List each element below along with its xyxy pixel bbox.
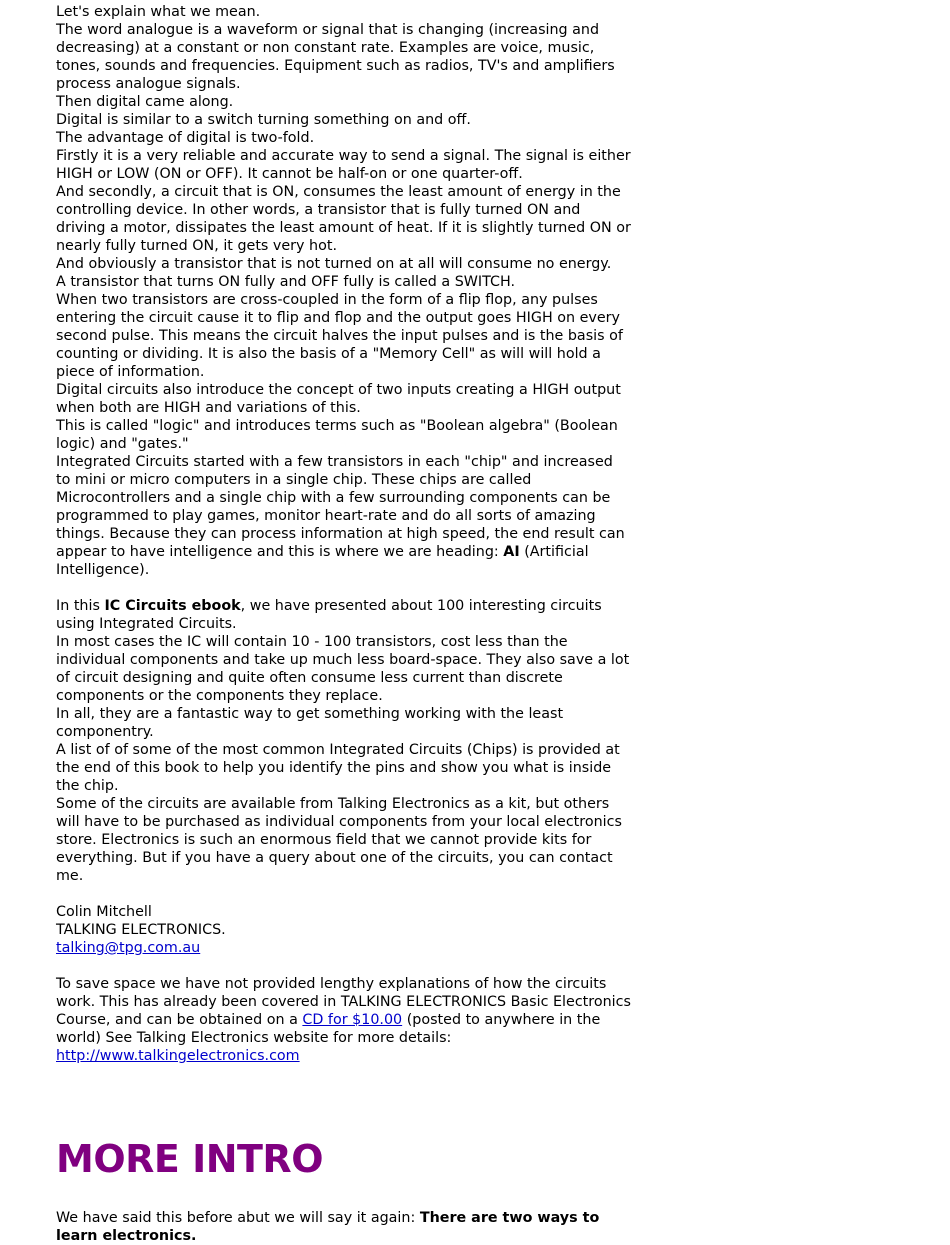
- paragraph-most-cases: In most cases the IC will contain 10 - 100 transistors, cost less than the individual components and take up much less board-space. They also save a lot of circuit designing and quite often consume less current than discrete components or the components they replace.: [56, 634, 630, 704]
- save-space-after: (posted to anywhere in the world) See Talking Electronics website for more details:: [56, 1012, 601, 1046]
- ic-text: Integrated Circuits started with a few transistors in each "chip" and increased to mini or micro computers in a single chip. These chips are called Microcontrollers and a single chip with a few surrounding components can be programmed to play games, monitor heart-rate and do all sorts of amazing things. Because they can process information at high speed, the end result can appear to have intelligence and this is where we are heading:: [56, 454, 625, 560]
- website-line: [56, 1047, 631, 1065]
- paragraph-intro: Let's explain what we mean.: [56, 4, 261, 20]
- paragraph-analogue: The word analogue is a waveform or signal that is changing (increasing and decreasing) at a constant or non constant rate. Examples are voice, music, tones, sounds and frequencies. Equipment such as radios, TV's and amplifiers process analogue signals.: [56, 22, 615, 92]
- save-space-before: To save space we have not provided lengthy explanations of how the circuits work. This has already been covered in TALKING ELECTRONICS Basic Electronics Course, and can be obtained on a: [56, 976, 631, 1028]
- spacer: [56, 1181, 631, 1209]
- more-intro-before: We have said this before abut we will say it again:: [56, 1210, 420, 1226]
- spacer: [56, 579, 631, 597]
- paragraph-digital-came: Then digital came along.: [56, 94, 234, 110]
- paragraph-list-ics: A list of of some of the most common Integrated Circuits (Chips) is provided at the end of this book to help you identify the pins and show you what is inside the chip.: [56, 742, 620, 794]
- spacer: [56, 957, 631, 975]
- paragraph-integrated-circuits: [56, 453, 631, 579]
- document-body: [56, 3, 631, 1245]
- more-intro-heading: MORE INTRO: [56, 1137, 323, 1181]
- signature-company: TALKING ELECTRONICS.: [56, 922, 226, 938]
- cd-link[interactable]: CD for $10.00: [302, 1012, 403, 1028]
- ic-after: (Artificial Intelligence).: [56, 544, 589, 578]
- paragraph-ebook: [56, 597, 631, 633]
- spacer: [56, 1065, 631, 1137]
- more-intro-bold: There are two ways to learn electronics.: [56, 1210, 600, 1244]
- ebook-after: , we have presented about 100 interesting circuits using Integrated Circuits.: [56, 598, 602, 632]
- paragraph-kits: Some of the circuits are available from Talking Electronics as a kit, but others will have to be purchased as individual components from your local electronics store. Electronics is such an enormous field that we cannot provide kits for everything. But if you have a query about one of the circuits, you can contact me.: [56, 796, 622, 884]
- paragraph-digital-switch: Digital is similar to a switch turning something on and off.: [56, 112, 471, 128]
- paragraph-obviously: And obviously a transistor that is not turned on at all will consume no energy.: [56, 256, 612, 272]
- paragraph-flip-flop: When two transistors are cross-coupled in the form of a flip flop, any pulses entering the circuit cause it to flip and flop and the output goes HIGH on every second pulse. This means the circuit halves the input pulses and is the basis of counting or dividing. It is also the basis of a "Memory Cell" as will will hold a piece of information.: [56, 292, 623, 380]
- signature-name: Colin Mitchell: [56, 904, 152, 920]
- email-link[interactable]: talking@tpg.com.au: [56, 940, 201, 956]
- website-link[interactable]: http://www.talkingelectronics.com: [56, 1048, 300, 1064]
- paragraph-save-space: [56, 975, 631, 1047]
- paragraph-secondly: And secondly, a circuit that is ON, consumes the least amount of energy in the controlling device. In other words, a transistor that is fully turned ON and driving a motor, dissipates the least amount of heat. If it is slightly turned ON or nearly fully turned ON, it gets very hot.: [56, 184, 631, 254]
- paragraph-logic: This is called "logic" and introduces terms such as "Boolean algebra" (Boolean logic) and "gates.": [56, 418, 618, 452]
- ebook-before: In this: [56, 598, 105, 614]
- ebook-bold: IC Circuits ebook: [104, 598, 241, 614]
- paragraph-two-inputs: Digital circuits also introduce the concept of two inputs creating a HIGH output when both are HIGH and variations of this.: [56, 382, 621, 416]
- paragraph-firstly: Firstly it is a very reliable and accurate way to send a signal. The signal is either HIGH or LOW (ON or OFF). It cannot be half-on or one quarter-off.: [56, 148, 631, 182]
- paragraph-in-all: In all, they are a fantastic way to get something working with the least componentry.: [56, 706, 564, 740]
- paragraph-advantage: The advantage of digital is two-fold.: [56, 130, 315, 146]
- ai-bold: AI: [503, 544, 520, 560]
- paragraph-more-intro: [56, 1209, 631, 1245]
- paragraph-switch: A transistor that turns ON fully and OFF fully is called a SWITCH.: [56, 274, 516, 290]
- signature-email-line: [56, 939, 631, 957]
- spacer: [56, 885, 631, 903]
